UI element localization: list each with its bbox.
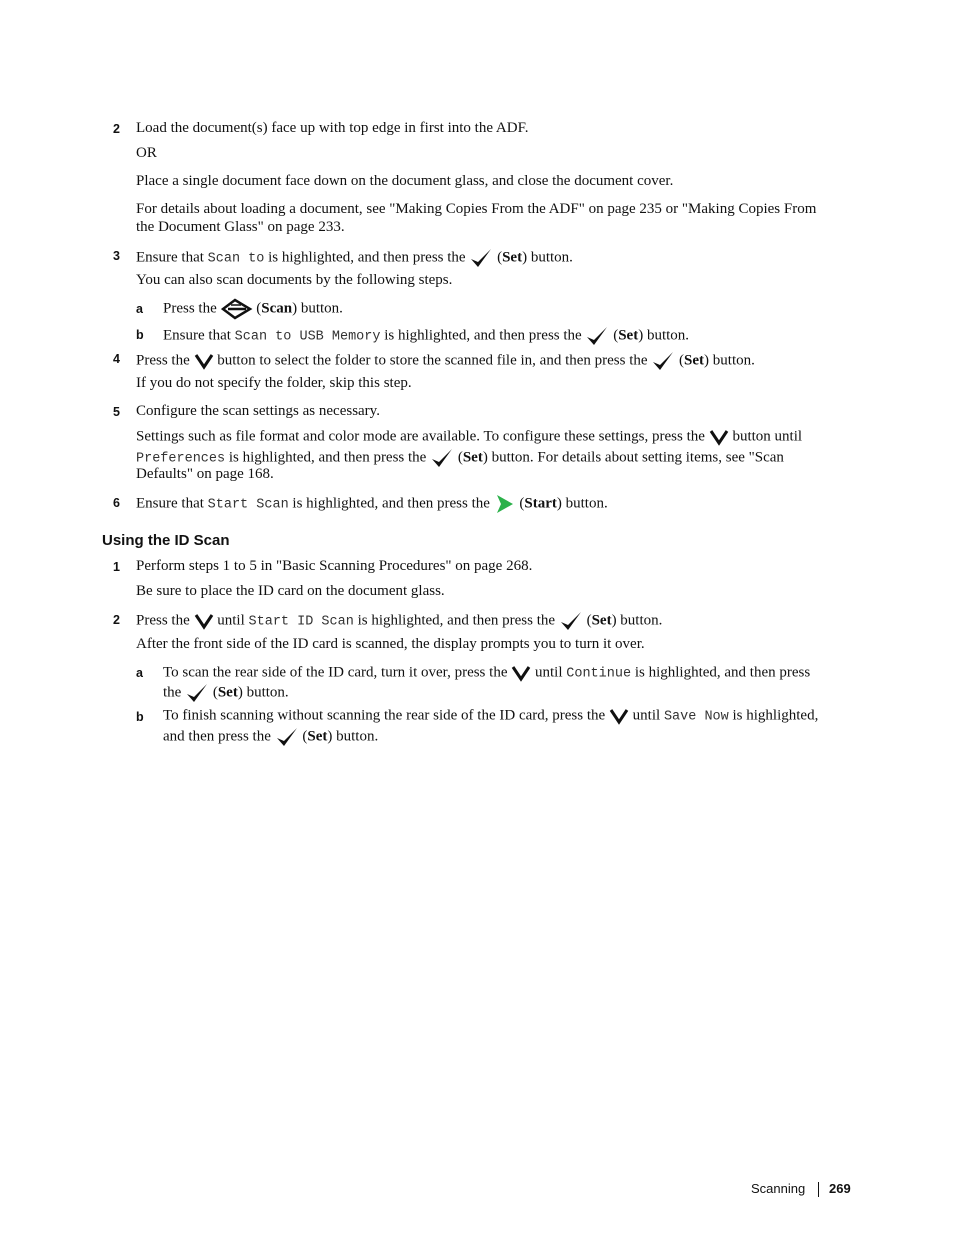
- substep-text: To finish scanning without scanning the rear side of the ID card, press the until Save Now is highlighted,: [163, 707, 819, 725]
- footer-divider: [818, 1182, 819, 1197]
- check-icon: [651, 350, 675, 372]
- page-number: 269: [829, 1181, 851, 1196]
- step-note: You can also scan documents by the following steps.: [136, 272, 453, 288]
- chevron-down-icon: [194, 612, 214, 630]
- chevron-down-icon: [511, 664, 531, 682]
- substep-letter: b: [136, 710, 144, 724]
- substep-text: To scan the rear side of the ID card, turn it over, press the until Continue is highlighted, and then press: [163, 664, 811, 682]
- step-text: Ensure that Start Scan is highlighted, and then press the (Start) button.: [136, 493, 608, 515]
- substep-text: the (Set) button.: [163, 682, 289, 704]
- check-icon: [585, 325, 609, 347]
- menu-item-code: Start Scan: [207, 497, 289, 513]
- menu-item-code: Scan to: [207, 251, 265, 267]
- section-heading: Using the ID Scan: [102, 532, 230, 549]
- scan-icon: [221, 297, 253, 321]
- step-text: Preferences is highlighted, and then press the (Set) button. For details about setting items, see "Scan: [136, 447, 784, 469]
- step-note: After the front side of the ID card is scanned, the display prompts you to turn it over.: [136, 636, 645, 652]
- chevron-down-icon: [194, 352, 214, 370]
- footer-section: Scanning: [751, 1181, 806, 1196]
- check-icon: [185, 682, 209, 704]
- step-number: 3: [113, 249, 120, 263]
- substep-text: and then press the (Set) button.: [163, 726, 378, 748]
- step-number: 1: [113, 560, 120, 574]
- step-number: 5: [113, 405, 120, 419]
- check-icon: [559, 610, 583, 632]
- step-text: Ensure that Scan to is highlighted, and then press the (Set) button.: [136, 247, 573, 269]
- menu-item-code: Continue: [566, 666, 632, 682]
- step-text: Place a single document face down on the document glass, and close the document cover.: [136, 173, 674, 189]
- step-note: If you do not specify the folder, skip this step.: [136, 375, 412, 391]
- substep-letter: b: [136, 328, 144, 342]
- start-icon: [494, 493, 516, 515]
- or-text: OR: [136, 145, 157, 161]
- step-text: Defaults" on page 168.: [136, 466, 274, 482]
- step-note: Be sure to place the ID card on the document glass.: [136, 583, 445, 599]
- step-number: 2: [113, 613, 120, 627]
- menu-item-code: Save Now: [663, 709, 729, 725]
- check-icon: [469, 247, 493, 269]
- step-text: the Document Glass" on page 233.: [136, 219, 345, 235]
- step-number: 6: [113, 496, 120, 510]
- menu-item-code: Start ID Scan: [248, 614, 354, 630]
- step-text: Configure the scan settings as necessary.: [136, 403, 380, 419]
- chevron-down-icon: [609, 707, 629, 725]
- step-number: 4: [113, 352, 120, 366]
- chevron-down-icon: [709, 428, 729, 446]
- substep-letter: a: [136, 302, 143, 316]
- check-icon: [275, 726, 299, 748]
- menu-item-code: Preferences: [136, 451, 226, 467]
- step-text: For details about loading a document, see "Making Copies From the ADF" on page 235 or "Making Copies From: [136, 201, 817, 217]
- step-number: 2: [113, 122, 120, 136]
- check-icon: [430, 447, 454, 469]
- substep-text: Ensure that Scan to USB Memory is highlighted, and then press the (Set) button.: [163, 325, 689, 347]
- substep-text: Press the (Scan) button.: [163, 297, 343, 321]
- step-text: Settings such as file format and color mode are available. To configure these settings, press the button until: [136, 428, 803, 445]
- step-text: Load the document(s) face up with top edge in first into the ADF.: [136, 120, 529, 136]
- step-text: Perform steps 1 to 5 in "Basic Scanning Procedures" on page 268.: [136, 558, 533, 574]
- substep-letter: a: [136, 666, 143, 680]
- menu-item-code: Scan to USB Memory: [234, 329, 381, 345]
- step-text: Press the until Start ID Scan is highlighted, and then press the (Set) button.: [136, 610, 662, 632]
- step-text: Press the button to select the folder to store the scanned file in, and then press the (Set) button.: [136, 350, 755, 372]
